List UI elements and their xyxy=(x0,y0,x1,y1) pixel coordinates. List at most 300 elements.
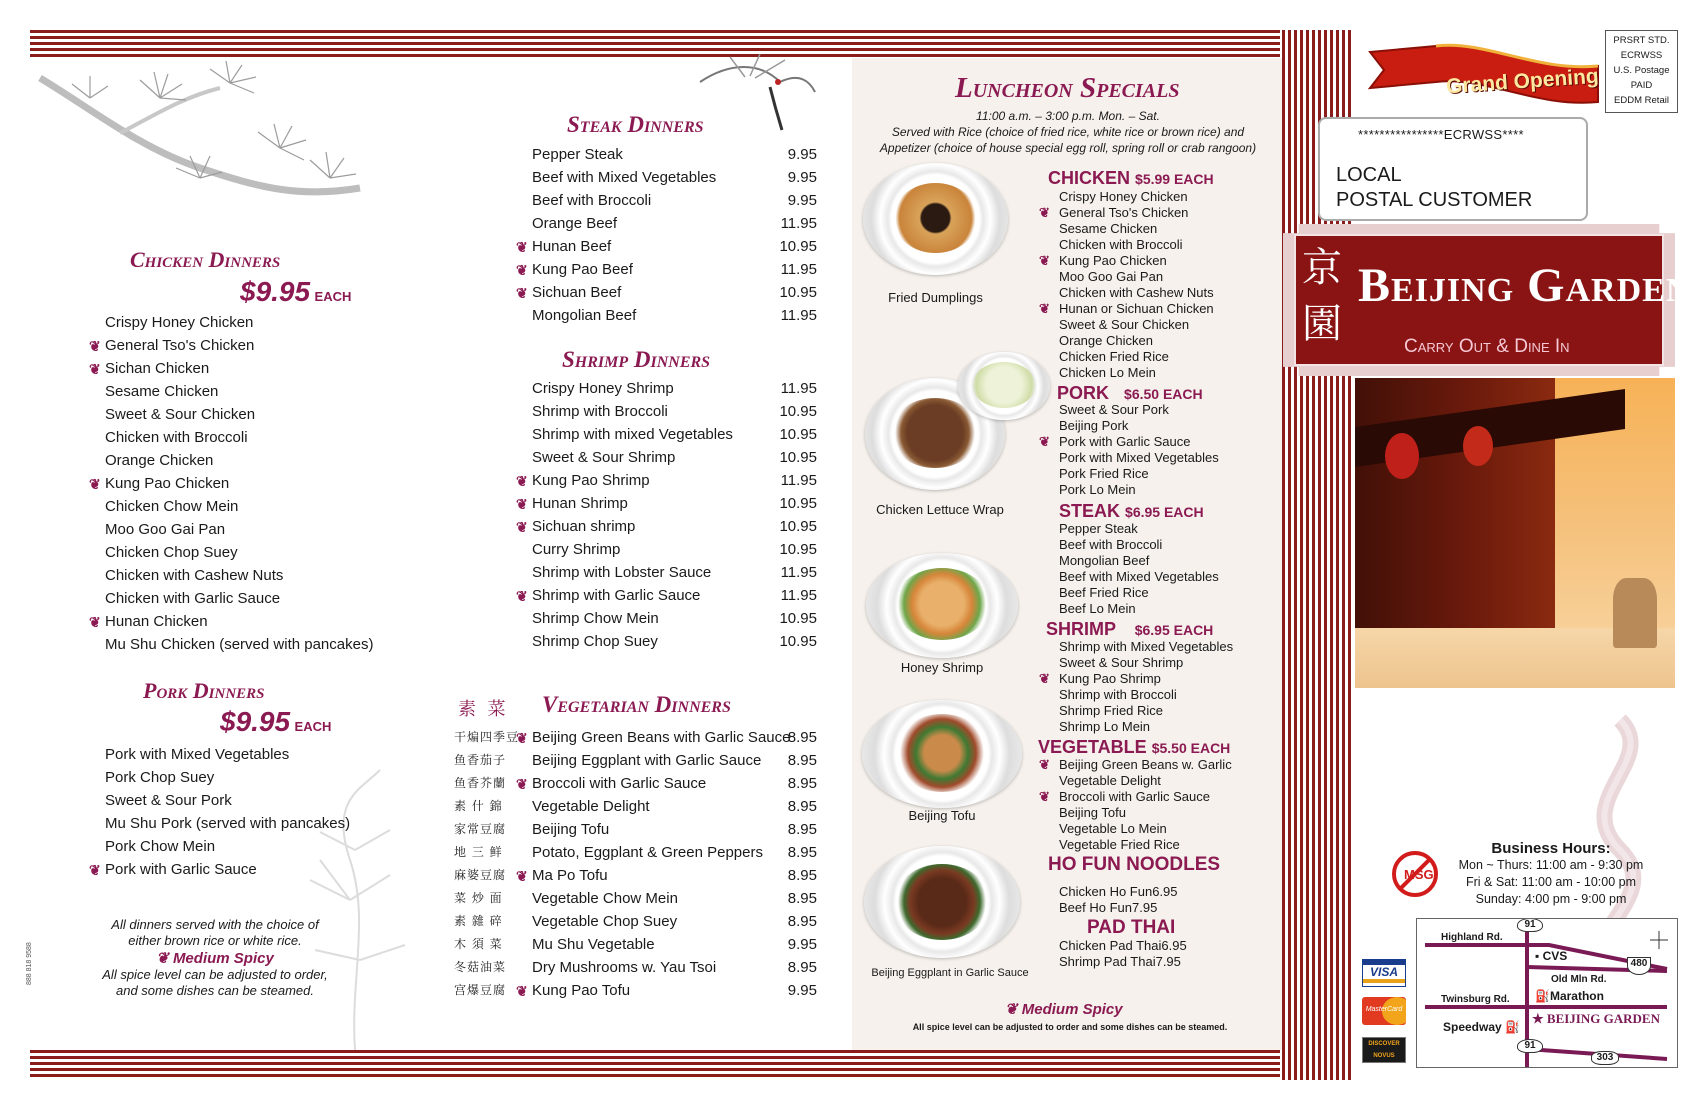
lunch-padthai-list xyxy=(1059,938,1234,970)
item-price: 10.95 xyxy=(779,238,817,255)
menu-item xyxy=(454,772,817,795)
item-price: 9.95 xyxy=(787,146,817,163)
item-name: Sweet & Sour Shrimp xyxy=(1059,655,1184,670)
item-name: Pork Chop Suey xyxy=(105,769,215,786)
chili-icon: ❦ xyxy=(516,588,528,604)
item-name: Shrimp with Broccoli xyxy=(532,403,668,420)
chili-icon: ❦ xyxy=(89,614,101,630)
item-name: Shrimp Chop Suey xyxy=(532,633,658,650)
item-name: Kung Pao Shrimp xyxy=(1059,671,1161,686)
vegetarian-dinners-title: Vegetarian Dinners xyxy=(542,692,731,717)
route-480-icon: 480 xyxy=(1627,957,1651,975)
photo-lettuce-cups xyxy=(958,352,1050,420)
item-name: Sweet & Sour Chicken xyxy=(1059,317,1190,332)
bottom-stripe-border xyxy=(30,1050,1280,1078)
dinner-note-line2: either brown rice or white rice. xyxy=(128,933,302,948)
no-msg-icon: MSG xyxy=(1392,851,1438,897)
menu-item xyxy=(454,887,817,910)
luncheon-served-line1: Served with Rice (choice of fried rice, white rice or brown rice) and xyxy=(891,125,1245,139)
menu-item xyxy=(1059,601,1269,617)
menu-item xyxy=(454,818,817,841)
visa-card-icon: VISA xyxy=(1362,959,1406,987)
menu-item xyxy=(1059,821,1269,837)
menu-item xyxy=(105,812,405,835)
menu-item xyxy=(454,864,817,887)
menu-item xyxy=(1059,466,1269,482)
item-name: Broccoli with Garlic Sauce xyxy=(1059,789,1210,804)
item-price: 11.95 xyxy=(780,472,817,489)
menu-item xyxy=(89,610,405,633)
menu-item xyxy=(516,258,817,281)
item-name: Chicken with Broccoli xyxy=(105,429,248,446)
item-chinese-name: 冬菇油菜 xyxy=(454,960,507,974)
menu-item xyxy=(105,541,405,564)
chili-icon: ❦ xyxy=(89,862,101,878)
menu-item xyxy=(89,357,405,380)
chili-icon: ❦ xyxy=(1039,301,1050,316)
address-code: ****************ECRWSS**** xyxy=(1358,127,1524,142)
item-name: Pork with Garlic Sauce xyxy=(105,861,257,878)
lunch-hofun-heading: HO FUN NOODLES xyxy=(1048,854,1221,875)
luncheon-info xyxy=(868,108,1268,156)
menu-item xyxy=(1059,954,1234,970)
brand-tagline: Carry Out & Dine In xyxy=(1404,336,1570,357)
menu-item xyxy=(105,587,405,610)
item-name: Pork Lo Mein xyxy=(1059,482,1136,497)
dinner-note xyxy=(85,917,345,999)
item-name: Sesame Chicken xyxy=(105,383,219,400)
map-cvs: ▪ CVS xyxy=(1535,949,1568,963)
item-name: Chicken Fried Rice xyxy=(1059,349,1169,364)
item-name: Pepper Steak xyxy=(1059,521,1138,536)
item-name: Moo Goo Gai Pan xyxy=(105,521,226,538)
menu-item xyxy=(1059,938,1234,954)
item-name: Broccoli with Garlic Sauce xyxy=(532,775,707,792)
hours-mon-thu: Mon ~ Thurs: 11:00 am - 9:30 pm xyxy=(1458,858,1644,872)
item-price: 11.95 xyxy=(780,215,817,232)
luncheon-hours: 11:00 a.m. – 3:00 p.m. Mon. – Sat. xyxy=(976,109,1160,123)
menu-item xyxy=(1059,687,1269,703)
item-name: Crispy Honey Chicken xyxy=(105,314,254,331)
map-marathon: ⛽Marathon xyxy=(1535,989,1604,1003)
chili-icon: ❦ xyxy=(516,868,528,884)
item-name: Orange Beef xyxy=(532,215,618,232)
item-name: Sweet & Sour Chicken xyxy=(105,406,256,423)
menu-item xyxy=(516,281,817,304)
steak-dinners-title: Steak Dinners xyxy=(567,112,704,137)
item-name: Beef with Broccoli xyxy=(1059,537,1163,552)
item-name: General Tso's Chicken xyxy=(105,337,255,354)
item-name: Moo Goo Gai Pan xyxy=(1059,269,1164,284)
menu-item xyxy=(532,423,817,446)
lunch-chicken-list xyxy=(1039,189,1269,381)
item-chinese-name: 木 須 菜 xyxy=(454,937,503,951)
menu-item xyxy=(105,835,405,858)
item-name: Beijing Green Beans with Garlic Sauce xyxy=(532,729,791,746)
menu-item xyxy=(105,380,405,403)
item-price: 10.95 xyxy=(779,518,817,535)
menu-item xyxy=(516,515,817,538)
chili-icon: ❦ xyxy=(1005,1001,1018,1018)
item-price: 8.95 xyxy=(787,821,817,838)
item-name: Vegetable Lo Mein xyxy=(1059,821,1167,836)
chili-icon: ❦ xyxy=(516,496,528,512)
item-name: Chicken Chop Suey xyxy=(105,544,238,561)
item-price: 6.95 xyxy=(1161,938,1187,953)
address-line1: LOCAL xyxy=(1336,164,1402,186)
chili-icon: ❦ xyxy=(1039,757,1050,772)
menu-item xyxy=(1039,757,1269,773)
item-chinese-name: 宫爆豆腐 xyxy=(454,983,507,997)
crane-illustration xyxy=(690,52,820,132)
pork-dinners-list xyxy=(89,743,405,881)
luncheon-served-line2: Appetizer (choice of house special egg roll, spring roll or crab rangoon) xyxy=(879,141,1257,155)
item-name: Beef with Mixed Vegetables xyxy=(532,169,717,186)
chili-icon: ❦ xyxy=(1039,434,1050,449)
item-name: Mu Shu Pork (served with pancakes) xyxy=(105,815,351,832)
menu-item xyxy=(454,749,817,772)
item-name: Mu Shu Vegetable xyxy=(532,936,655,953)
spicy-legend: ❦ Medium Spicy xyxy=(156,950,274,967)
postage-indicia xyxy=(1605,30,1678,113)
item-price: 8.95 xyxy=(787,752,817,769)
menu-item xyxy=(532,166,817,189)
item-name: Kung Pao Tofu xyxy=(532,982,631,999)
item-price: 11.95 xyxy=(780,587,817,604)
photo-beijing-eggplant xyxy=(864,846,1020,958)
item-name: Kung Pao Beef xyxy=(532,261,633,278)
hours-sunday: Sunday: 4:00 pm - 9:00 pm xyxy=(1475,892,1627,906)
item-price: 10.95 xyxy=(779,284,817,301)
item-name: Shrimp with Garlic Sauce xyxy=(532,587,701,604)
map-label-old-mln: Old Mln Rd. xyxy=(1551,974,1607,985)
caption-honey-shrimp: Honey Shrimp xyxy=(900,660,984,675)
item-name: Orange Chicken xyxy=(1059,333,1153,348)
item-name: Hunan or Sichuan Chicken xyxy=(1059,301,1214,316)
menu-item xyxy=(516,235,817,258)
item-name: Beijing Tofu xyxy=(532,821,610,838)
menu-item xyxy=(532,143,817,166)
item-price: 10.95 xyxy=(779,403,817,420)
spice-note-line1: All spice level can be adjusted to order, xyxy=(102,967,328,982)
chicken-dinners-price: $9.95 each xyxy=(240,276,352,307)
item-price: 10.95 xyxy=(779,633,817,650)
menu-item xyxy=(105,311,405,334)
lunch-chicken-heading: CHICKEN $5.99 EACH xyxy=(1048,168,1214,188)
lunch-hofun-list xyxy=(1059,884,1234,916)
item-price: 9.95 xyxy=(787,192,817,209)
photo-beijing-tofu xyxy=(862,700,1022,808)
logo-plaque xyxy=(1294,234,1692,366)
lunch-steak-heading: STEAK $6.95 EACH xyxy=(1059,501,1204,521)
lunch-pork-list xyxy=(1039,402,1269,498)
item-price: 8.95 xyxy=(787,867,817,884)
chili-icon: ❦ xyxy=(1039,205,1050,220)
item-price: 11.95 xyxy=(780,564,817,581)
menu-item xyxy=(454,726,817,749)
menu-item xyxy=(516,469,817,492)
menu-item xyxy=(1059,884,1234,900)
lunch-spicy-legend: ❦ Medium Spicy xyxy=(1005,1001,1123,1018)
menu-item xyxy=(1059,837,1269,853)
menu-item xyxy=(1039,671,1269,687)
item-name: Beijing Green Beans w. Garlic xyxy=(1059,757,1232,772)
item-name: Pepper Steak xyxy=(532,146,623,163)
item-name: Shrimp with mixed Vegetables xyxy=(532,426,733,443)
business-hours xyxy=(1446,840,1656,908)
item-name: Dry Mushrooms w. Yau Tsoi xyxy=(532,959,717,976)
hours-fri-sat: Fri & Sat: 11:00 am - 10:00 pm xyxy=(1466,875,1636,889)
item-name: Crispy Honey Chicken xyxy=(1059,189,1188,204)
map-label-twinsburg: Twinsburg Rd. xyxy=(1441,994,1510,1005)
item-name: Sesame Chicken xyxy=(1059,221,1158,236)
item-name: Beef with Broccoli xyxy=(532,192,652,209)
menu-item xyxy=(516,492,817,515)
item-name: Vegetable Chop Suey xyxy=(532,913,678,930)
item-name: Vegetable Fried Rice xyxy=(1059,837,1180,852)
menu-item xyxy=(89,334,405,357)
item-name: Chicken with Garlic Sauce xyxy=(105,590,281,607)
item-price: 8.95 xyxy=(787,775,817,792)
menu-item xyxy=(516,584,817,607)
menu-item xyxy=(1039,434,1269,450)
chili-icon: ❦ xyxy=(89,338,101,354)
item-name: Beijing Tofu xyxy=(1059,805,1126,820)
menu-item xyxy=(105,426,405,449)
menu-item xyxy=(1059,221,1269,237)
postage-line: ECRWSS xyxy=(1620,50,1663,61)
item-chinese-name: 素 什 錦 xyxy=(454,799,503,813)
item-name: Chicken with Cashew Nuts xyxy=(1059,285,1214,300)
item-name: Vegetable Chow Mein xyxy=(532,890,678,907)
menu-item xyxy=(1059,269,1269,285)
item-name: Pork with Mixed Vegetables xyxy=(105,746,290,763)
item-name: Sichuan Beef xyxy=(532,284,622,301)
menu-item xyxy=(454,933,817,956)
menu-item xyxy=(1059,418,1269,434)
menu-item xyxy=(105,789,405,812)
luncheon-specials-title: Luncheon Specials xyxy=(955,72,1180,104)
item-name: Kung Pao Shrimp xyxy=(532,472,650,489)
item-name: Chicken Chow Mein xyxy=(105,498,239,515)
item-price: 8.95 xyxy=(787,798,817,815)
item-name: Ma Po Tofu xyxy=(532,867,608,884)
lunch-shrimp-heading: SHRIMP $6.95 EACH xyxy=(1046,619,1214,639)
item-name: Chicken Ho Fun xyxy=(1059,884,1153,899)
menu-item xyxy=(532,446,817,469)
photo-fried-dumplings xyxy=(863,163,1008,275)
item-name: Sweet & Sour Pork xyxy=(105,792,232,809)
item-name: Shrimp with Lobster Sauce xyxy=(532,564,712,581)
menu-item xyxy=(1059,402,1269,418)
menu-item xyxy=(105,495,405,518)
item-chinese-name: 鱼香茄子 xyxy=(454,753,507,767)
address-line2: POSTAL CUSTOMER xyxy=(1336,189,1533,211)
grand-opening-text: Grand Opening xyxy=(1445,64,1600,99)
chili-icon: ❦ xyxy=(516,262,528,278)
photo-honey-shrimp xyxy=(866,553,1018,658)
item-name: Shrimp with Mixed Vegetables xyxy=(1059,639,1234,654)
item-price: 6.95 xyxy=(1152,884,1178,899)
item-name: Hunan Shrimp xyxy=(532,495,628,512)
item-price: 11.95 xyxy=(780,380,817,397)
pork-dinners-price: $9.95 each xyxy=(220,706,332,737)
route-91-top-icon: 91 xyxy=(1517,918,1543,932)
menu-item xyxy=(532,377,817,400)
menu-item xyxy=(1059,719,1269,735)
item-name: Beef Ho Fun xyxy=(1059,900,1132,915)
pagoda-photo xyxy=(1355,378,1675,688)
item-price: 7.95 xyxy=(1155,954,1181,969)
item-name: Potato, Eggplant & Green Peppers xyxy=(532,844,763,861)
item-chinese-name: 麻婆豆腐 xyxy=(454,868,507,882)
menu-item xyxy=(105,766,405,789)
item-name: Mu Shu Chicken (served with pancakes) xyxy=(105,636,374,653)
item-price: 8.95 xyxy=(787,844,817,861)
menu-item xyxy=(1059,703,1269,719)
item-chinese-name: 菜 炒 面 xyxy=(454,891,503,905)
item-name: Sichan Chicken xyxy=(105,360,210,377)
menu-item xyxy=(1059,537,1269,553)
shrimp-dinners-list xyxy=(516,377,817,653)
menu-item xyxy=(532,561,817,584)
brand-name: Beijing Garden xyxy=(1358,259,1692,312)
postage-line: EDDM Retail xyxy=(1614,95,1669,106)
menu-item xyxy=(1059,569,1269,585)
menu-item xyxy=(532,400,817,423)
location-map xyxy=(1416,918,1678,1068)
item-name: Shrimp Pad Thai xyxy=(1059,954,1156,969)
menu-item xyxy=(532,304,817,327)
menu-item xyxy=(1059,805,1269,821)
chili-icon: ❦ xyxy=(516,519,528,535)
item-chinese-name: 素 雜 碎 xyxy=(454,914,503,928)
item-chinese-name: 地 三 鲜 xyxy=(454,845,503,859)
menu-item xyxy=(1039,253,1269,269)
item-name: Orange Chicken xyxy=(105,452,214,469)
item-name: Pork with Garlic Sauce xyxy=(1059,434,1191,449)
menu-item xyxy=(532,538,817,561)
menu-item xyxy=(454,956,817,979)
chili-icon: ❦ xyxy=(89,476,101,492)
lunch-spice-note: All spice level can be adjusted to order and some dishes can be steamed. xyxy=(912,1022,1228,1032)
item-name: Shrimp Lo Mein xyxy=(1059,719,1151,734)
caption-chicken-lettuce-wrap: Chicken Lettuce Wrap xyxy=(876,502,1004,517)
menu-item xyxy=(1059,317,1269,333)
item-name: Mongolian Beef xyxy=(1059,553,1150,568)
postage-line: PAID xyxy=(1630,80,1653,91)
item-name: Sichuan shrimp xyxy=(532,518,636,535)
pork-dinners-title: Pork Dinners xyxy=(143,678,265,703)
item-name: Sweet & Sour Pork xyxy=(1059,402,1169,417)
chili-icon: ❦ xyxy=(516,285,528,301)
route-91-bottom-icon: 91 xyxy=(1517,1039,1543,1053)
item-name: Beef Fried Rice xyxy=(1059,585,1149,600)
item-name: Beijing Eggplant with Garlic Sauce xyxy=(532,752,762,769)
menu-item xyxy=(1059,333,1269,349)
lunch-vegetable-heading: VEGETABLE $5.50 EACH xyxy=(1038,737,1231,757)
chili-icon: ❦ xyxy=(516,473,528,489)
item-price: 10.95 xyxy=(779,426,817,443)
chili-icon: ❦ xyxy=(516,983,528,999)
menu-item xyxy=(1059,285,1269,301)
vegetarian-dinners-list xyxy=(454,726,817,1002)
menu-item xyxy=(1059,585,1269,601)
route-303-icon: 303 xyxy=(1591,1051,1619,1065)
item-price: 10.95 xyxy=(779,449,817,466)
chili-icon: ❦ xyxy=(516,239,528,255)
menu-item xyxy=(1059,773,1269,789)
item-name: Hunan Chicken xyxy=(105,613,208,630)
item-name: Mongolian Beef xyxy=(532,307,637,324)
item-name: Pork Chow Mein xyxy=(105,838,216,855)
caption-fried-dumplings: Fried Dumplings xyxy=(888,290,983,305)
item-chinese-name: 干煸四季豆 xyxy=(454,730,520,744)
menu-item xyxy=(1059,365,1269,381)
lunch-vegetable-list xyxy=(1039,757,1269,853)
chicken-dinners-list xyxy=(89,311,405,656)
item-price: 9.95 xyxy=(787,169,817,186)
caption-beijing-eggplant: Beijing Eggplant in Garlic Sauce xyxy=(871,967,1029,979)
spice-note-line2: and some dishes can be steamed. xyxy=(115,983,314,998)
item-name: Chicken Lo Mein xyxy=(1059,365,1156,380)
item-price: 8.95 xyxy=(787,729,817,746)
item-name: Pork with Mixed Vegetables xyxy=(1059,450,1219,465)
vegetarian-title-zh: 素 菜 xyxy=(458,699,506,720)
item-name: Beijing Pork xyxy=(1059,418,1129,433)
item-name: Vegetable Delight xyxy=(532,798,650,815)
logo-chinese: 京 園 xyxy=(1302,245,1342,347)
item-name: Beef with Mixed Vegetables xyxy=(1059,569,1219,584)
chili-icon: ❦ xyxy=(156,950,169,967)
lunch-pork-heading: PORK $6.50 EACH xyxy=(1057,383,1203,403)
menu-item xyxy=(532,607,817,630)
item-name: Crispy Honey Shrimp xyxy=(532,380,674,397)
item-name: Chicken Pad Thai xyxy=(1059,938,1162,953)
item-price: 8.95 xyxy=(787,890,817,907)
item-price: 10.95 xyxy=(779,541,817,558)
map-label-highland: Highland Rd. xyxy=(1441,932,1503,943)
shrimp-dinners-title: Shrimp Dinners xyxy=(562,347,711,372)
menu-item xyxy=(454,979,817,1002)
chili-icon: ❦ xyxy=(1039,253,1050,268)
menu-item xyxy=(454,910,817,933)
caption-beijing-tofu: Beijing Tofu xyxy=(908,808,976,823)
dinner-note-line1: All dinners served with the choice of xyxy=(111,917,319,932)
discover-card-icon: DISCOVER NOVUS xyxy=(1362,1037,1406,1063)
lunch-shrimp-list xyxy=(1039,639,1269,735)
menu-item xyxy=(454,795,817,818)
item-chinese-name: 鱼香芥蘭 xyxy=(454,776,507,790)
menu-item xyxy=(105,564,405,587)
menu-item xyxy=(1059,237,1269,253)
item-price: 10.95 xyxy=(779,610,817,627)
item-name: Shrimp with Broccoli xyxy=(1059,687,1177,702)
menu-item xyxy=(105,449,405,472)
item-name: Curry Shrimp xyxy=(532,541,621,558)
item-name: Hunan Beef xyxy=(532,238,612,255)
menu-item xyxy=(1059,450,1269,466)
menu-item xyxy=(105,518,405,541)
chili-icon: ❦ xyxy=(1039,789,1050,804)
chili-icon: ❦ xyxy=(89,361,101,377)
chili-icon: ❦ xyxy=(1039,671,1050,686)
item-price: 9.95 xyxy=(787,982,817,999)
item-chinese-name: 家常豆腐 xyxy=(454,822,507,836)
item-price: 9.95 xyxy=(787,936,817,953)
menu-item xyxy=(1039,301,1269,317)
item-name: Sweet & Sour Shrimp xyxy=(532,449,676,466)
